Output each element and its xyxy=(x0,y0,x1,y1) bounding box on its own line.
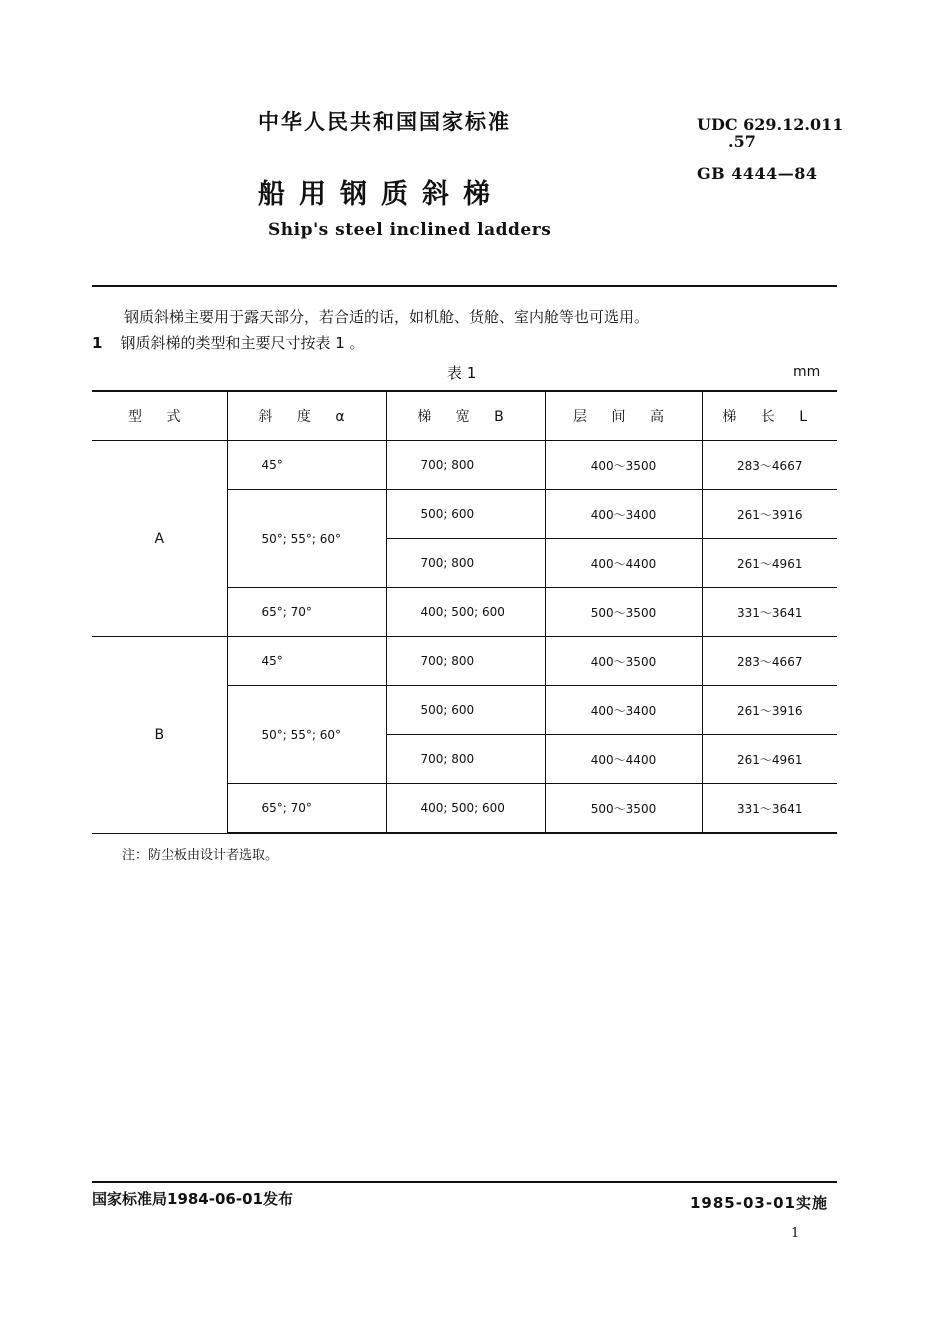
width-cell: 500; 600 xyxy=(386,686,545,735)
width-cell: 400; 500; 600 xyxy=(386,588,545,637)
length-cell: 283～4667 xyxy=(702,637,837,686)
udc-line-2: .57 xyxy=(728,132,756,151)
width-cell: 700; 800 xyxy=(386,441,545,490)
width-cell: 500; 600 xyxy=(386,490,545,539)
table-caption: 表 1 xyxy=(447,364,477,382)
type-cell: B xyxy=(92,637,227,834)
header-slope: 斜 度 α xyxy=(227,391,386,441)
issue-date: 国家标准局1984-06-01发布 xyxy=(92,1190,293,1208)
length-cell: 261～4961 xyxy=(702,735,837,784)
width-cell: 400; 500; 600 xyxy=(386,784,545,834)
clause-number: 1 xyxy=(92,334,103,352)
length-cell: 261～3916 xyxy=(702,686,837,735)
slope-cell: 65°; 70° xyxy=(227,588,386,637)
gb-number: GB 4444—84 xyxy=(697,164,818,183)
slope-cell: 50°; 55°; 60° xyxy=(227,686,386,784)
table-row xyxy=(92,441,837,490)
page-number: 1 xyxy=(791,1226,800,1241)
floor-height-cell: 400～3400 xyxy=(545,490,702,539)
floor-height-cell: 400～4400 xyxy=(545,735,702,784)
table-row xyxy=(92,637,837,686)
intro-paragraph: 钢质斜梯主要用于露天部分，若合适的话，如机舱、货舱、室内舱等也可选用。 xyxy=(124,308,650,326)
udc-classification xyxy=(697,116,843,150)
floor-height-cell: 500～3500 xyxy=(545,784,702,834)
length-cell: 283～4667 xyxy=(702,441,837,490)
length-cell: 331～3641 xyxy=(702,784,837,834)
table-unit: mm xyxy=(793,364,821,380)
floor-height-cell: 400～3400 xyxy=(545,686,702,735)
header-width: 梯 宽 B xyxy=(386,391,545,441)
dimensions-table xyxy=(92,390,837,834)
slope-cell: 65°; 70° xyxy=(227,784,386,834)
effective-date: 1985-03-01实施 xyxy=(690,1194,828,1212)
document-title: 船用钢质斜梯 xyxy=(258,179,504,210)
width-cell: 700; 800 xyxy=(386,735,545,784)
length-cell: 261～3916 xyxy=(702,490,837,539)
length-cell: 261～4961 xyxy=(702,539,837,588)
standard-title: 中华人民共和国国家标准 xyxy=(258,110,511,134)
floor-height-cell: 400～3500 xyxy=(545,441,702,490)
floor-height-cell: 500～3500 xyxy=(545,588,702,637)
clause-text: 钢质斜梯的类型和主要尺寸按表 1 。 xyxy=(120,334,365,352)
width-cell: 700; 800 xyxy=(386,539,545,588)
slope-cell: 45° xyxy=(227,441,386,490)
footer-divider xyxy=(92,1181,837,1183)
header-length: 梯 长 L xyxy=(702,391,837,441)
length-cell: 331～3641 xyxy=(702,588,837,637)
clause-1 xyxy=(92,332,365,353)
udc-line-1: UDC 629.12.011 xyxy=(697,115,844,134)
floor-height-cell: 400～3500 xyxy=(545,637,702,686)
width-cell: 700; 800 xyxy=(386,637,545,686)
table-note: 注：防尘板由设计者选取。 xyxy=(122,848,279,863)
header-divider xyxy=(92,285,837,287)
type-cell: A xyxy=(92,441,227,637)
table-header-row xyxy=(92,391,837,441)
header-type: 型 式 xyxy=(92,391,227,441)
floor-height-cell: 400～4400 xyxy=(545,539,702,588)
header-floor-height: 层 间 高 xyxy=(545,391,702,441)
slope-cell: 50°; 55°; 60° xyxy=(227,490,386,588)
slope-cell: 45° xyxy=(227,637,386,686)
document-title-english: Ship's steel inclined ladders xyxy=(268,220,552,240)
